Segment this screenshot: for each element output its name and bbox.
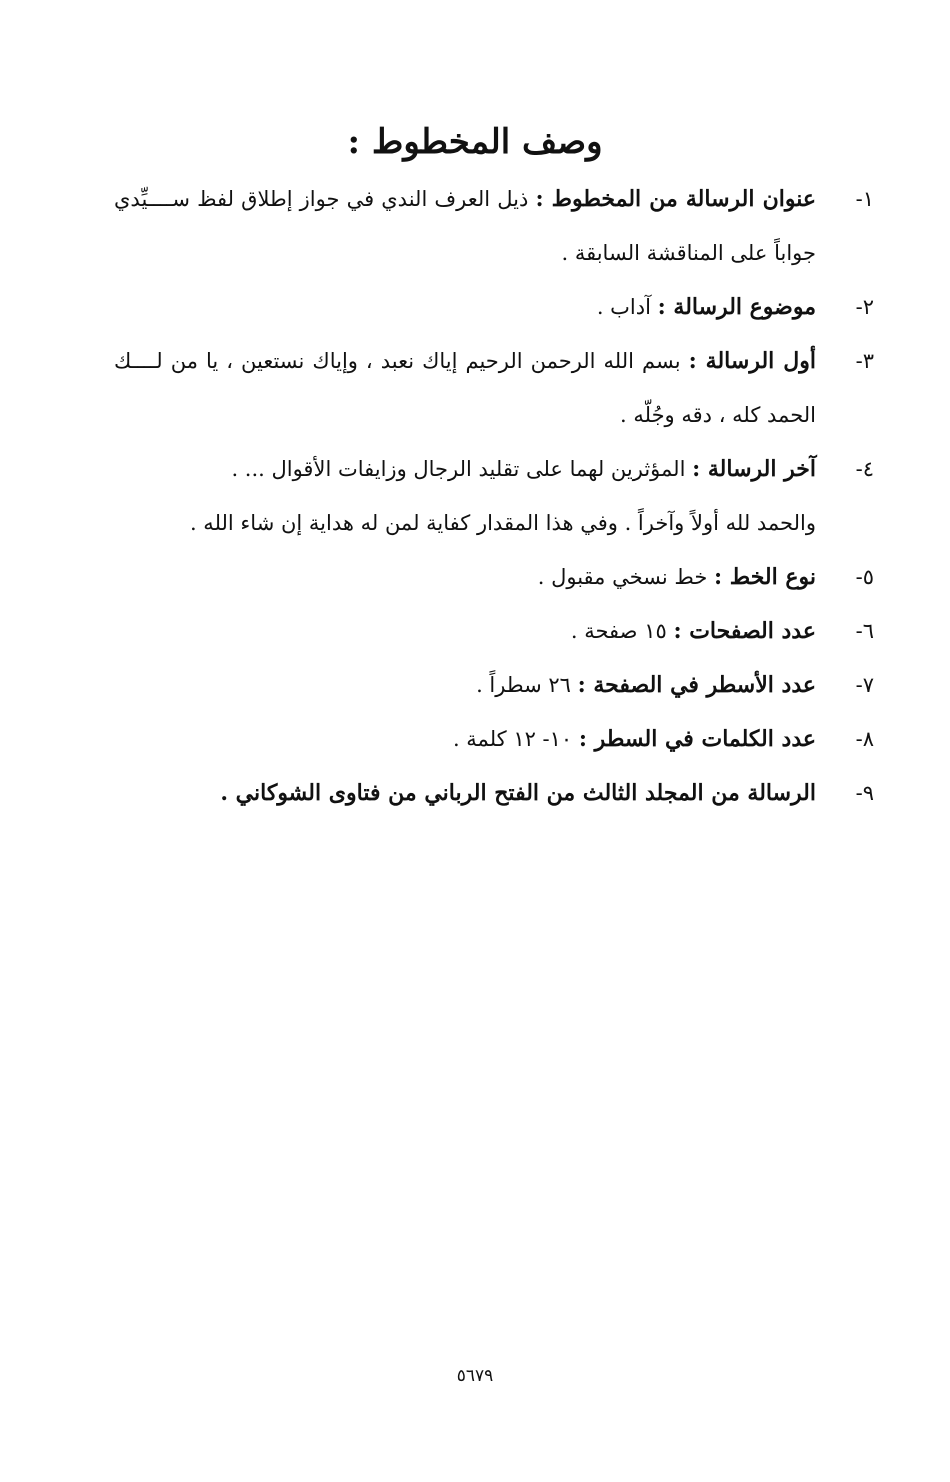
item-first-line	[114, 442, 816, 496]
item-number: ٤-	[855, 457, 874, 481]
page-number: ٥٦٧٩	[456, 1366, 494, 1386]
item-text: ١٠- ١٢ كلمة .	[452, 727, 573, 751]
item-first-line	[114, 712, 816, 766]
item-text: ٢٦ سطراً .	[476, 673, 571, 697]
item-label: أول الرسالة :	[688, 348, 816, 374]
list-item	[114, 172, 874, 280]
item-continuation: الحمد كله ، دقه وجُلّه .	[620, 403, 816, 427]
item-number: ٣-	[855, 349, 874, 373]
item-text: آداب .	[596, 295, 651, 319]
item-label: نوع الخط :	[714, 564, 816, 590]
item-label: الرسالة من المجلد الثالث من الفتح الرباني من فتاوى الشوكاني .	[220, 780, 816, 806]
list-item	[114, 280, 874, 334]
list-item	[114, 766, 874, 820]
item-first-line	[114, 334, 816, 388]
item-text: المؤثرين لهما على تقليد الرجال وزايفات الأقوال ... .	[231, 457, 686, 481]
item-first-line	[114, 658, 816, 712]
item-number: ٦-	[855, 619, 874, 643]
item-first-line	[114, 550, 816, 604]
page-title: وصف المخطوط :	[347, 122, 603, 162]
item-continuation: والحمد لله أولاً وآخراً . وفي هذا المقدار كفاية لمن له هداية إن شاء الله .	[189, 511, 816, 535]
item-continuation: جواباً على المناقشة السابقة .	[561, 241, 816, 265]
list-item	[114, 334, 874, 442]
item-number: ٩-	[855, 781, 874, 805]
item-text: ذيل العرف الندي في جواز إطلاق لفظ ســــيِّدي	[114, 187, 529, 211]
item-label: عنوان الرسالة من المخطوط :	[535, 186, 816, 212]
list-item	[114, 712, 874, 766]
list-item	[114, 604, 874, 658]
item-first-line	[114, 604, 816, 658]
item-first-line	[114, 766, 816, 820]
item-label: عدد الصفحات :	[673, 618, 816, 644]
item-number: ٥-	[855, 565, 874, 589]
list-item	[114, 550, 874, 604]
item-text: بسم الله الرحمن الرحيم إياك نعبد ، وإياك نستعين ، يا من لــــك	[114, 349, 681, 373]
item-number: ٨-	[855, 727, 874, 751]
description-list	[114, 172, 874, 820]
item-number: ١-	[855, 187, 874, 211]
item-label: موضوع الرسالة :	[657, 294, 816, 320]
item-label: عدد الكلمات في السطر :	[578, 726, 816, 752]
item-label: عدد الأسطر في الصفحة :	[577, 672, 816, 698]
list-item	[114, 442, 874, 550]
list-item	[114, 658, 874, 712]
item-first-line	[114, 280, 816, 334]
item-first-line	[114, 172, 816, 226]
item-text: خط نسخي مقبول .	[537, 565, 708, 589]
item-number: ٧-	[855, 673, 874, 697]
item-number: ٢-	[855, 295, 874, 319]
item-text: ١٥ صفحة .	[570, 619, 667, 643]
item-label: آخر الرسالة :	[692, 456, 816, 482]
